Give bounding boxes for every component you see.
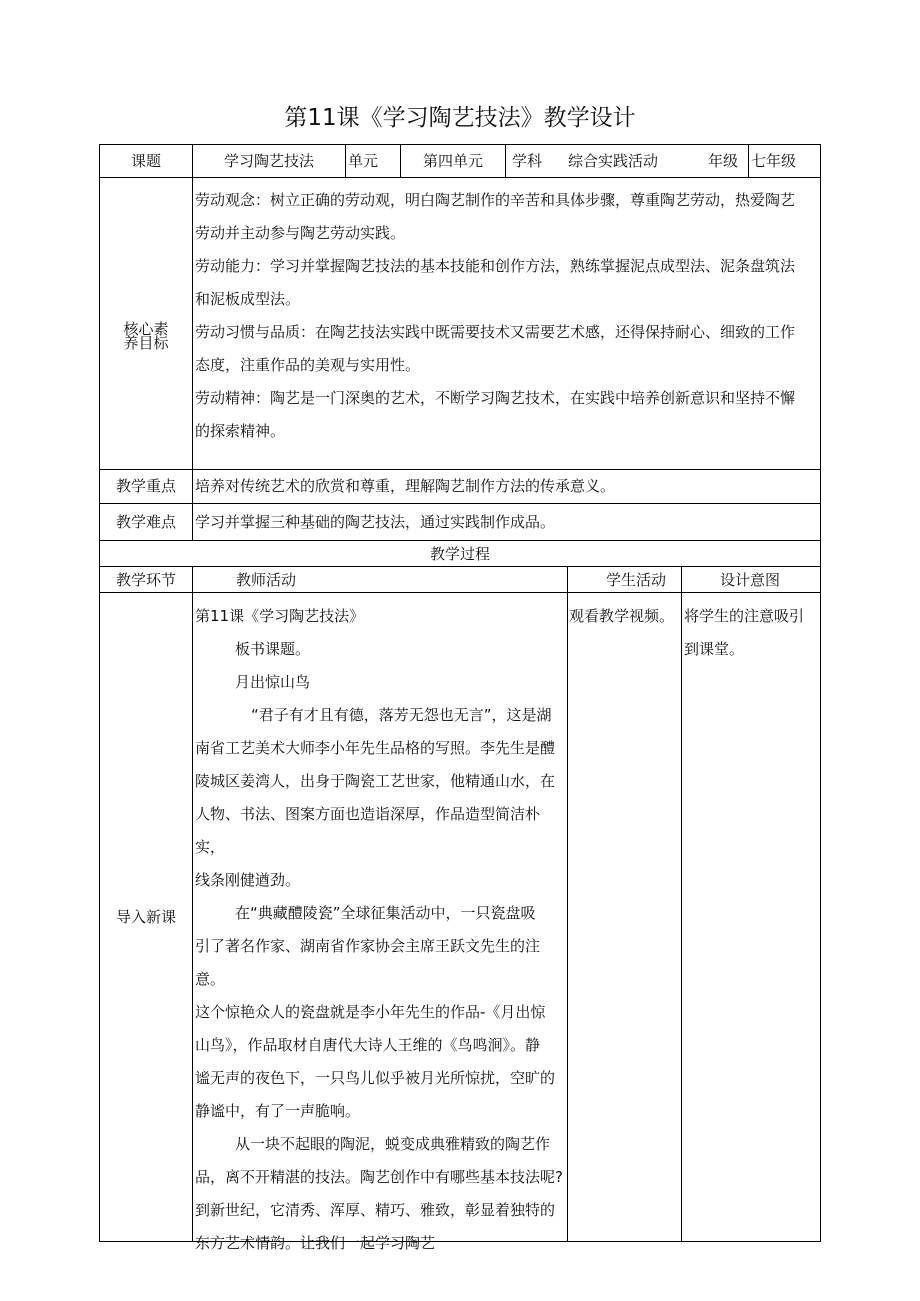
goals-label-line1: 核心素 [123, 320, 169, 338]
teacher-line: 月出惊山鸟 [235, 673, 311, 691]
goals-line: 劳动并主动参与陶艺劳动实践。 [195, 224, 406, 242]
teacher-line: 陵城区姜湾人，出身于陶瓷工艺世家，他精通山水，在 [195, 772, 556, 790]
topic-value: 学习陶艺技法 [223, 152, 314, 170]
teacher-line: 第11课《学习陶艺技法》 [195, 607, 365, 625]
intent-line: 将学生的注意吸引 [684, 607, 805, 625]
grade-label: 年级 [708, 152, 739, 170]
page-title: 第11课《学习陶艺技法》教学设计 [284, 105, 636, 131]
key-point-label: 教学重点 [115, 477, 176, 495]
goals-text [195, 184, 819, 448]
teacher-line: 东方艺术情韵。让我们一起学习陶艺 [195, 1234, 436, 1252]
stage-label: 导入新课 [115, 908, 176, 926]
teacher-line: 静谧中，有了一声脆响。 [195, 1102, 361, 1120]
subject-label: 学科 [512, 152, 543, 170]
difficulty-label: 教学难点 [115, 513, 176, 531]
goals-line: 劳动能力：学习并掌握陶艺技法的基本技能和创作方法，熟练掌握泥点成型法、泥条盘筑法 [195, 257, 796, 275]
teacher-line: 品，离不开精湛的技法。陶艺创作中有哪些基本技法呢? [195, 1168, 563, 1186]
teacher-line: 谧无声的夜色下，一只鸟儿似乎被月光所惊扰，空旷的 [195, 1069, 556, 1087]
goals-line: 和泥板成型法。 [195, 290, 301, 308]
topic-label: 课题 [130, 152, 161, 170]
teacher-activity [195, 600, 567, 1260]
col-intent: 设计意图 [720, 571, 781, 589]
teacher-line: 线条刚健遒劲。 [195, 871, 301, 889]
student-activity [569, 600, 681, 633]
intent-line: 到课堂。 [684, 640, 745, 658]
goals-line: 劳动习惯与品质：在陶艺技法实践中既需要技术又需要艺术感，还得保持耐心、细致的工作 [195, 323, 796, 341]
design-intent [684, 600, 820, 666]
unit-label: 单元 [348, 152, 379, 170]
key-point-text: 培养对传统艺术的欣赏和尊重，理解陶艺制作方法的传承意义。 [195, 477, 616, 495]
teacher-line: 南省工艺美术大师李小年先生品格的写照。李先生是醴 [195, 739, 556, 757]
goals-label-line2: 养目标 [123, 334, 169, 352]
teacher-line: 从一块不起眼的陶泥，蜕变成典雅精致的陶艺作 [235, 1135, 551, 1153]
unit-value: 第四单元 [422, 152, 483, 170]
teacher-line: 到新世纪，它清秀、浑厚、精巧、雅致，彰显着独特的 [195, 1201, 556, 1219]
col-student: 学生活动 [606, 571, 667, 589]
teacher-line: “君子有才且有德，落芳无怨也无言”，这是湖 [251, 706, 552, 724]
teacher-line: 山鸟》，作品取材自唐代大诗人王维的《鸟鸣涧》。静 [195, 1036, 541, 1054]
grade-value: 七年级 [751, 152, 797, 170]
subject-value: 综合实践活动 [568, 152, 659, 170]
teacher-line: 引了著名作家、湖南省作家协会主席王跃文先生的注意。 [195, 937, 541, 988]
goals-line: 劳动观念：树立正确的劳动观，明白陶艺制作的辛苦和具体步骤，尊重陶艺劳动，热爱陶艺 [195, 191, 796, 209]
student-line: 观看教学视频。 [569, 607, 675, 625]
col-stage: 教学环节 [115, 571, 176, 589]
teacher-line: 板书课题。 [235, 640, 311, 658]
goals-line: 态度，注重作品的美观与实用性。 [195, 356, 421, 374]
teacher-line: 这个惊艳众人的瓷盘就是李小年先生的作品-《月出惊 [195, 1003, 546, 1021]
col-teacher: 教师活动 [236, 571, 297, 589]
process-title: 教学过程 [429, 545, 490, 563]
teacher-line: 人物、书法、图案方面也造诣深厚，作品造型简洁朴实， [195, 805, 541, 856]
goals-line: 的探索精神。 [195, 422, 286, 440]
goals-line: 劳动精神：陶艺是一门深奥的艺术，不断学习陶艺技术，在实践中培养创新意识和坚持不懈 [195, 389, 796, 407]
teacher-line: 在“典藏醴陵瓷”全球征集活动中，一只瓷盘吸 [235, 904, 536, 922]
difficulty-text: 学习并掌握三种基础的陶艺技法，通过实践制作成品。 [195, 513, 556, 531]
